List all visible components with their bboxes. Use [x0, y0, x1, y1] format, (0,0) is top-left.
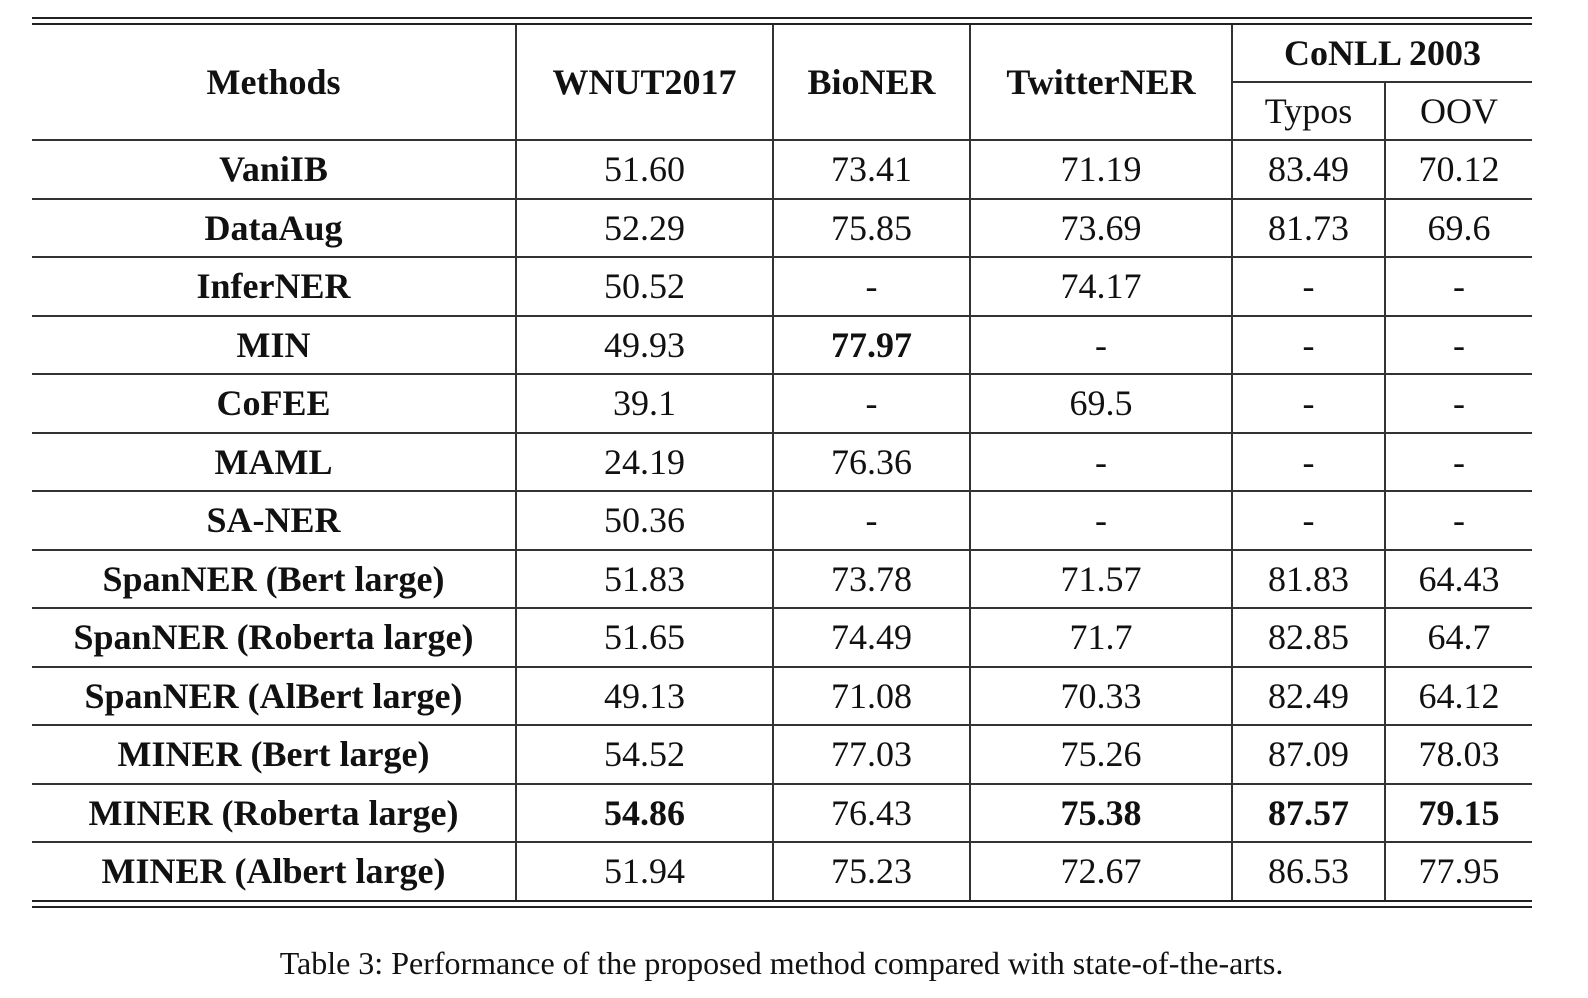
oov-cell: 64.7	[1385, 608, 1532, 667]
table-caption: Table 3: Performance of the proposed method compared with state-of-the-arts.	[279, 945, 1284, 981]
oov-cell: 79.15	[1385, 784, 1532, 843]
wnut2017-cell: 54.86	[516, 784, 773, 843]
table-row	[32, 667, 1532, 726]
typos-cell: -	[1232, 374, 1385, 433]
bioner-cell: 77.03	[773, 725, 970, 784]
twitterner-cell: 74.17	[970, 257, 1232, 316]
top-double-rule	[32, 17, 1532, 25]
typos-cell: 81.83	[1232, 550, 1385, 609]
bioner-cell: 73.78	[773, 550, 970, 609]
table-row	[32, 608, 1532, 667]
typos-cell: -	[1232, 257, 1385, 316]
oov-cell: -	[1385, 316, 1532, 375]
results-table-container	[32, 17, 1532, 908]
table-row	[32, 316, 1532, 375]
typos-cell: 87.57	[1232, 784, 1385, 843]
wnut2017-cell: 51.94	[516, 842, 773, 900]
bottom-double-rule	[32, 900, 1532, 908]
typos-cell: 82.85	[1232, 608, 1385, 667]
twitterner-cell: -	[970, 433, 1232, 492]
method-cell: SpanNER (Bert large)	[32, 550, 516, 609]
twitterner-cell: -	[970, 491, 1232, 550]
bioner-cell: -	[773, 257, 970, 316]
wnut2017-cell: 51.60	[516, 140, 773, 199]
header-conll2003: CoNLL 2003	[1232, 25, 1532, 82]
oov-cell: 64.12	[1385, 667, 1532, 726]
typos-cell: 83.49	[1232, 140, 1385, 199]
table-row	[32, 842, 1532, 900]
typos-cell: -	[1232, 316, 1385, 375]
wnut2017-cell: 52.29	[516, 199, 773, 258]
oov-cell: -	[1385, 257, 1532, 316]
oov-cell: 78.03	[1385, 725, 1532, 784]
wnut2017-cell: 54.52	[516, 725, 773, 784]
header-bioner: BioNER	[773, 25, 970, 140]
table-row	[32, 784, 1532, 843]
header-row-1	[32, 25, 1532, 82]
typos-cell: 87.09	[1232, 725, 1385, 784]
oov-cell: 69.6	[1385, 199, 1532, 258]
table-row	[32, 374, 1532, 433]
twitterner-cell: 72.67	[970, 842, 1232, 900]
table-row	[32, 433, 1532, 492]
method-cell: VaniIB	[32, 140, 516, 199]
bioner-cell: 76.36	[773, 433, 970, 492]
results-table	[32, 25, 1532, 900]
table-row	[32, 140, 1532, 199]
bioner-cell: 73.41	[773, 140, 970, 199]
wnut2017-cell: 51.65	[516, 608, 773, 667]
table-row	[32, 550, 1532, 609]
method-cell: SpanNER (Roberta large)	[32, 608, 516, 667]
method-cell: DataAug	[32, 199, 516, 258]
oov-cell: -	[1385, 374, 1532, 433]
twitterner-cell: 69.5	[970, 374, 1232, 433]
method-cell: MAML	[32, 433, 516, 492]
bioner-cell: 75.23	[773, 842, 970, 900]
header-typos: Typos	[1232, 82, 1385, 140]
wnut2017-cell: 51.83	[516, 550, 773, 609]
typos-cell: -	[1232, 491, 1385, 550]
bioner-cell: 76.43	[773, 784, 970, 843]
header-wnut2017: WNUT2017	[516, 25, 773, 140]
twitterner-cell: 70.33	[970, 667, 1232, 726]
oov-cell: -	[1385, 491, 1532, 550]
twitterner-cell: 73.69	[970, 199, 1232, 258]
twitterner-cell: 71.19	[970, 140, 1232, 199]
twitterner-cell: 71.57	[970, 550, 1232, 609]
method-cell: MINER (Albert large)	[32, 842, 516, 900]
bioner-cell: -	[773, 491, 970, 550]
oov-cell: 64.43	[1385, 550, 1532, 609]
header-oov: OOV	[1385, 82, 1532, 140]
method-cell: SA-NER	[32, 491, 516, 550]
typos-cell: 81.73	[1232, 199, 1385, 258]
twitterner-cell: -	[970, 316, 1232, 375]
table-body	[32, 140, 1532, 900]
typos-cell: 82.49	[1232, 667, 1385, 726]
method-cell: SpanNER (AlBert large)	[32, 667, 516, 726]
wnut2017-cell: 50.52	[516, 257, 773, 316]
bioner-cell: -	[773, 374, 970, 433]
method-cell: MIN	[32, 316, 516, 375]
wnut2017-cell: 49.93	[516, 316, 773, 375]
bioner-cell: 74.49	[773, 608, 970, 667]
method-cell: CoFEE	[32, 374, 516, 433]
wnut2017-cell: 49.13	[516, 667, 773, 726]
bioner-cell: 71.08	[773, 667, 970, 726]
method-cell: MINER (Roberta large)	[32, 784, 516, 843]
twitterner-cell: 71.7	[970, 608, 1232, 667]
table-row	[32, 257, 1532, 316]
table-row	[32, 725, 1532, 784]
method-cell: InferNER	[32, 257, 516, 316]
oov-cell: -	[1385, 433, 1532, 492]
oov-cell: 70.12	[1385, 140, 1532, 199]
typos-cell: 86.53	[1232, 842, 1385, 900]
table-row	[32, 199, 1532, 258]
wnut2017-cell: 24.19	[516, 433, 773, 492]
twitterner-cell: 75.26	[970, 725, 1232, 784]
header-methods: Methods	[32, 25, 516, 140]
bioner-cell: 75.85	[773, 199, 970, 258]
header-twitterner: TwitterNER	[970, 25, 1232, 140]
table-row	[32, 491, 1532, 550]
twitterner-cell: 75.38	[970, 784, 1232, 843]
method-cell: MINER (Bert large)	[32, 725, 516, 784]
typos-cell: -	[1232, 433, 1385, 492]
oov-cell: 77.95	[1385, 842, 1532, 900]
bioner-cell: 77.97	[773, 316, 970, 375]
wnut2017-cell: 50.36	[516, 491, 773, 550]
wnut2017-cell: 39.1	[516, 374, 773, 433]
